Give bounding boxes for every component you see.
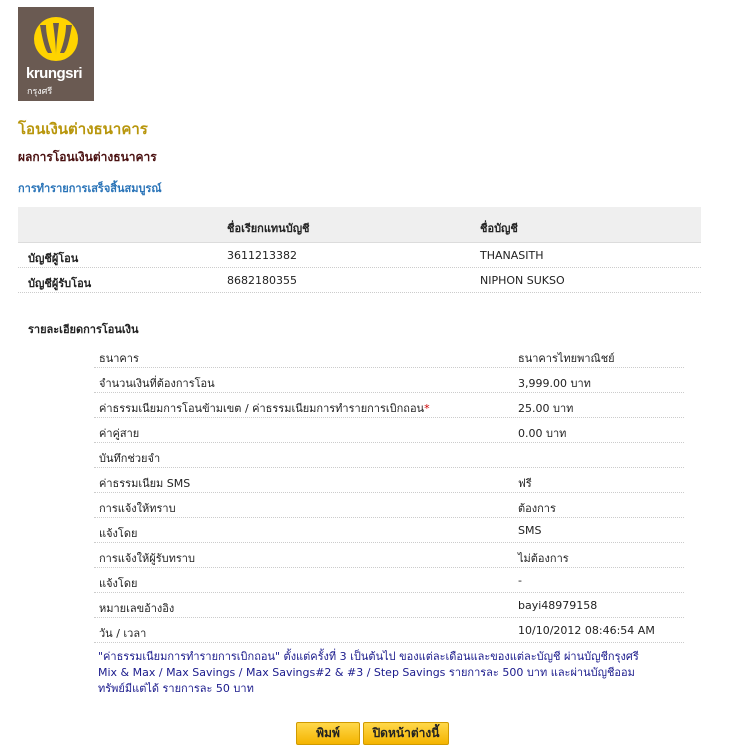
page-title: โอนเงินต่างธนาคาร <box>18 120 148 138</box>
detail-row <box>94 543 684 568</box>
detail-row <box>94 468 684 493</box>
details-table <box>94 343 684 643</box>
header-account-name: ชื่อบัญชี <box>480 222 518 235</box>
header-account-nickname: ชื่อเรียกแทนบัญชี <box>227 222 310 235</box>
table-row <box>18 243 701 268</box>
detail-value: ฟรี <box>518 477 532 490</box>
status-message: การทำรายการเสร็จสิ้นสมบูรณ์ <box>18 182 162 195</box>
logo-brand-text: krungsri <box>26 65 83 82</box>
detail-row <box>94 568 684 593</box>
account-name: NIPHON SUKSO <box>480 274 565 287</box>
account-name: THANASITH <box>480 249 544 262</box>
detail-value: - <box>518 574 522 587</box>
detail-label: บันทึกช่วยจำ <box>99 452 161 465</box>
account-label: บัญชีผู้โอน <box>28 252 79 265</box>
detail-value: ไม่ต้องการ <box>518 552 569 565</box>
fee-footnote: "ค่าธรรมเนียมการทำรายการเบิกถอน" ตั้งแต่ครั้งที่ 3 เป็นต้นไป ของแต่ละเดือนและของแต่ละบัญชี ผ่านบัญชีกรุงศรี Mix & Max / Max Savings / Max Savings#2 & #3 / Step Savings รายการละ 500 บาท และผ่านบัญชีออมทรัพย์มีแต่ได้ รายการละ 50 บาท <box>98 650 639 695</box>
account-number: 8682180355 <box>227 274 297 287</box>
detail-value: SMS <box>518 524 542 537</box>
detail-label: ค่าคู่สาย <box>99 427 140 440</box>
detail-label <box>99 399 430 417</box>
detail-label: จำนวนเงินที่ต้องการโอน <box>99 377 215 390</box>
fee-label-text: ค่าธรรมเนียมการโอนข้ามเขต / ค่าธรรมเนียมการทำรายการเบิกถอน <box>99 402 425 415</box>
detail-row <box>94 343 684 368</box>
detail-value: 25.00 บาท <box>518 402 574 415</box>
krungsri-emblem-icon <box>28 15 84 63</box>
account-number: 3611213382 <box>227 249 297 262</box>
accounts-table-header <box>18 207 701 243</box>
detail-label: ค่าธรรมเนียม SMS <box>99 477 191 490</box>
detail-row <box>94 593 684 618</box>
details-title: รายละเอียดการโอนเงิน <box>28 323 139 336</box>
detail-value: bayi48979158 <box>518 599 598 612</box>
footnote-star: * <box>424 402 430 415</box>
account-label: บัญชีผู้รับโอน <box>28 277 92 290</box>
detail-value: 3,999.00 บาท <box>518 377 591 390</box>
detail-row <box>94 518 684 543</box>
detail-value: ธนาคารไทยพาณิชย์ <box>518 352 615 365</box>
print-button[interactable]: พิมพ์ <box>296 722 360 745</box>
logo-brand-thai-text: กรุงศรี <box>27 87 53 97</box>
detail-row <box>94 393 684 418</box>
table-row <box>18 268 701 293</box>
detail-label: แจ้งโดย <box>99 527 138 540</box>
accounts-table <box>18 207 701 293</box>
detail-value: 0.00 บาท <box>518 427 567 440</box>
detail-row <box>94 418 684 443</box>
detail-row <box>94 493 684 518</box>
detail-row <box>94 368 684 393</box>
krungsri-logo <box>18 7 94 101</box>
detail-label: การแจ้งให้ทราบ <box>99 502 176 515</box>
detail-label: การแจ้งให้ผู้รับทราบ <box>99 552 195 565</box>
detail-label: ธนาคาร <box>99 352 139 365</box>
detail-value: 10/10/2012 08:46:54 AM <box>518 624 655 637</box>
detail-label: แจ้งโดย <box>99 577 138 590</box>
detail-row <box>94 618 684 643</box>
close-window-button[interactable]: ปิดหน้าต่างนี้ <box>363 722 449 745</box>
detail-value: ต้องการ <box>518 502 556 515</box>
section-title: ผลการโอนเงินต่างธนาคาร <box>18 150 157 164</box>
detail-label: วัน / เวลา <box>99 627 147 640</box>
detail-row <box>94 443 684 468</box>
detail-label: หมายเลขอ้างอิง <box>99 602 175 615</box>
